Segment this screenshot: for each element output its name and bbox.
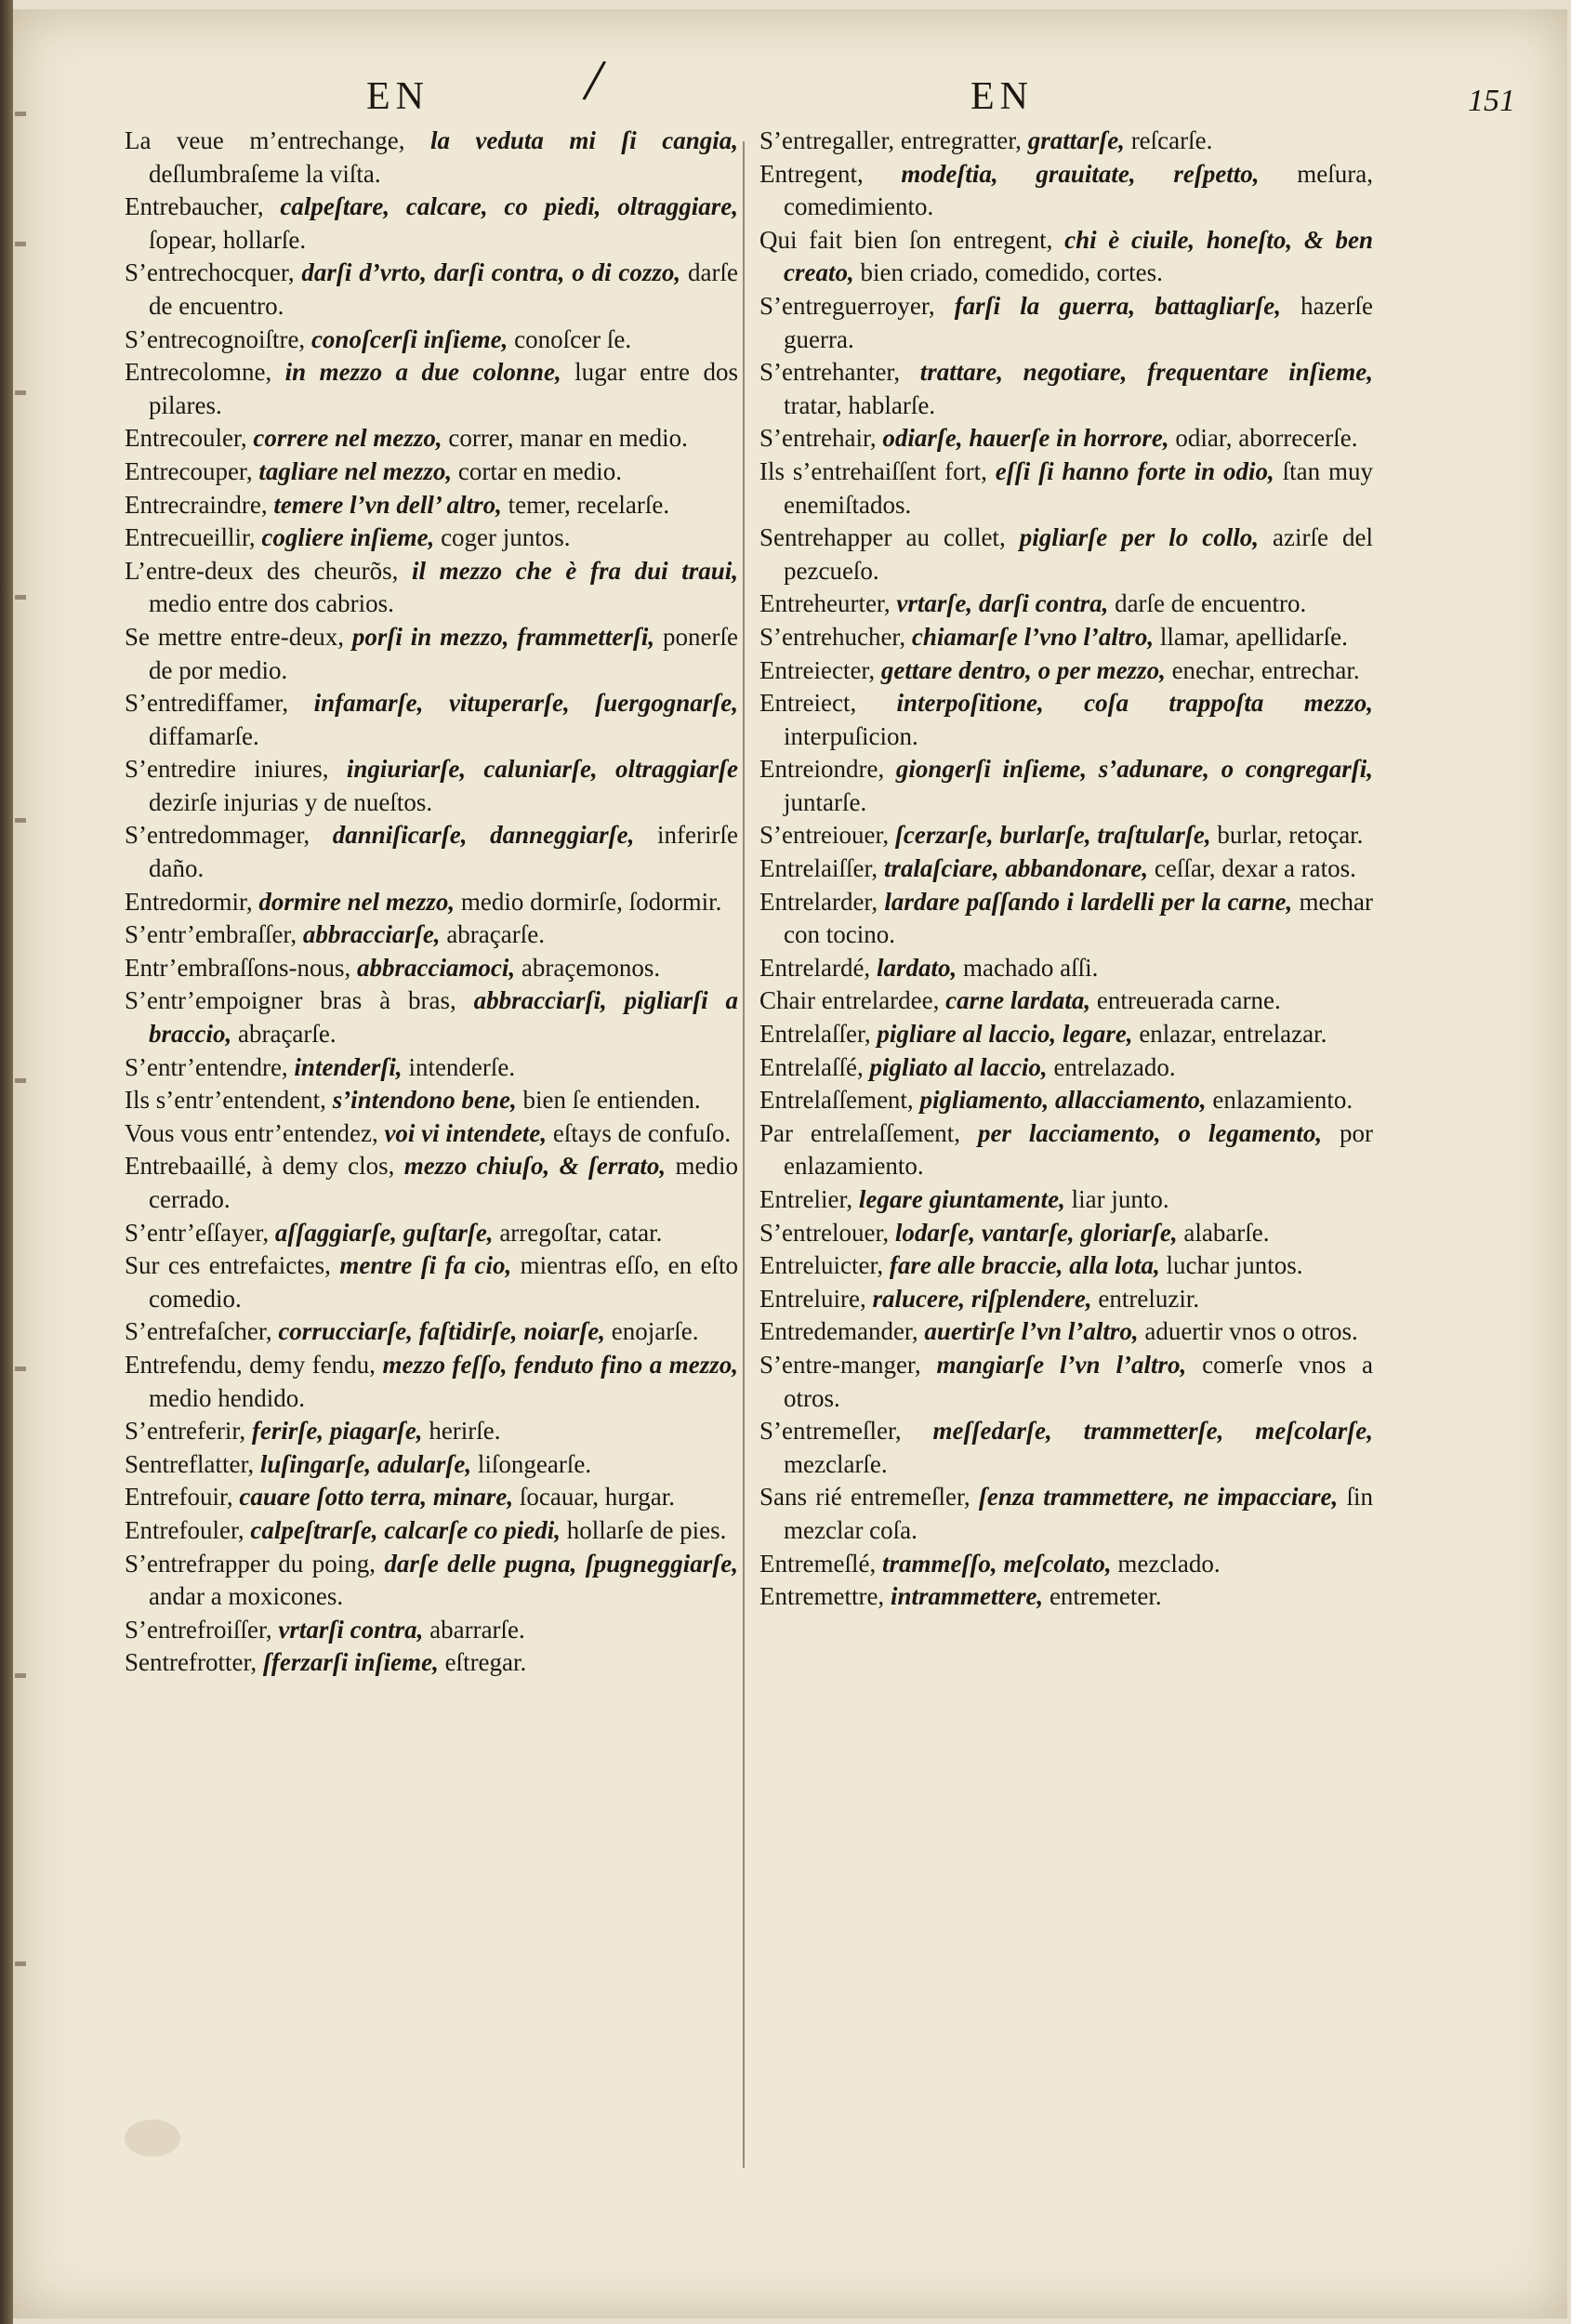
italian-translation: intenderſi, (294, 1052, 403, 1081)
french-headword: Entreiect, (759, 689, 897, 718)
french-headword: Entreheurter, (759, 589, 897, 618)
french-headword: S’entrechocquer, (125, 258, 302, 287)
french-headword: Entreiondre, (759, 755, 896, 784)
dictionary-entry (759, 1217, 1373, 1250)
spanish-translation: ſtan muy enemiſtados. (784, 456, 1373, 519)
dictionary-entry (759, 356, 1373, 422)
dictionary-entry (759, 1548, 1373, 1581)
dictionary-entry (759, 886, 1373, 952)
spanish-translation: arregoſtar, catar. (493, 1218, 663, 1247)
spanish-translation: diffamarſe. (149, 721, 259, 750)
dictionary-entry (125, 984, 738, 1050)
dictionary-entry (125, 356, 738, 422)
spanish-translation: darſe de encuentro. (149, 258, 738, 320)
spanish-translation: entrelazado. (1047, 1052, 1176, 1081)
dictionary-entry (759, 290, 1373, 356)
dictionary-entry (759, 125, 1373, 158)
dictionary-entry (759, 952, 1373, 985)
margin-marks (15, 112, 35, 2157)
dictionary-entry (125, 1448, 738, 1482)
left-column (125, 125, 738, 1680)
french-headword: Entremettre, (759, 1582, 891, 1611)
spanish-translation: entreluzir. (1091, 1284, 1200, 1313)
dictionary-entry (125, 621, 738, 687)
dictionary-entry (125, 257, 738, 323)
dictionary-entry (759, 1580, 1373, 1614)
spanish-translation: mechar con tocino. (784, 887, 1374, 949)
italian-translation: cauare ſotto terra, minare, (239, 1483, 514, 1512)
french-headword: Entrecraindre, (125, 490, 274, 519)
french-headword: Sentrefrotter, (125, 1648, 263, 1677)
italian-translation: ſenza trammettere, ne impacciare, (978, 1483, 1339, 1512)
french-headword: Sentrehapper au collet, (759, 523, 1020, 552)
dictionary-entry (759, 852, 1373, 886)
italian-translation: eſſi ſi hanno forte in odio, (995, 456, 1274, 485)
italian-translation: corrucciarſe, faſtidirſe, noiarſe, (278, 1317, 606, 1346)
dictionary-entry (759, 1183, 1373, 1217)
dictionary-entry (759, 422, 1373, 456)
dictionary-entry (125, 819, 738, 885)
dictionary-entry (759, 1481, 1373, 1547)
italian-translation: calpeſtrarſe, calcarſe co piedi, (250, 1515, 561, 1544)
french-headword: S’entreferir, (125, 1417, 252, 1446)
french-headword: Entrelarder, (759, 887, 885, 916)
dictionary-entry (125, 753, 738, 819)
spanish-translation: darſe de encuentro. (1108, 589, 1307, 618)
spanish-translation: bien ſe entienden. (516, 1086, 701, 1115)
spanish-translation: ſin mezclar coſa. (784, 1483, 1373, 1544)
french-headword: Entrelaſſer, (759, 1020, 878, 1049)
french-headword: S’entr’eſſayer, (125, 1218, 275, 1247)
italian-translation: cogliere inſieme, (261, 523, 435, 552)
italian-translation: modeſtia, grauitate, reſpetto, (901, 159, 1260, 188)
spanish-translation: hazerſe guerra. (784, 291, 1374, 353)
italian-translation: grattarſe, (1027, 126, 1125, 154)
french-headword: Sans rié entremeſler, (759, 1483, 979, 1512)
dictionary-entry (125, 522, 738, 555)
spanish-translation: ſocauar, hurgar. (513, 1483, 675, 1512)
french-headword: La veue m’entrechange, (125, 126, 430, 154)
dictionary-entry (759, 1349, 1373, 1415)
dictionary-entry (125, 324, 738, 357)
italian-translation: intrammettere, (890, 1582, 1044, 1611)
french-headword: Entrefouir, (125, 1483, 240, 1512)
spanish-translation: abraçarſe. (440, 920, 545, 949)
dictionary-entry (125, 1646, 738, 1680)
spanish-translation: cortar en medio. (452, 456, 623, 485)
spanish-translation: enlazar, entrelazar. (1132, 1020, 1327, 1049)
french-headword: Par entrelaſſement, (759, 1118, 978, 1147)
spanish-translation: liar junto. (1064, 1185, 1169, 1213)
french-headword: S’entrelouer, (759, 1218, 895, 1247)
italian-translation: lardare paſſando i lardelli per la carne, (884, 887, 1293, 916)
italian-translation: lardato, (876, 953, 957, 982)
french-headword: Entrelaiſſer, (759, 854, 884, 883)
spanish-translation: comerſe vnos a otros. (784, 1350, 1373, 1412)
spanish-translation: tratar, hablarſe. (784, 390, 936, 419)
french-headword: S’entremeſler, (759, 1417, 933, 1446)
dictionary-entry (759, 753, 1373, 819)
italian-translation: ingiuriarſe, caluniarſe, oltraggiarſe (346, 755, 738, 784)
french-headword: Entreluire, (759, 1284, 873, 1313)
italian-translation: in mezzo a due colonne, (284, 358, 561, 387)
french-headword: Entrecolomne, (125, 358, 285, 387)
french-headword: S’entr’embraſſer, (125, 920, 303, 949)
spanish-translation: liſongearſe. (471, 1449, 592, 1478)
french-headword: Ils s’entr’entendent, (125, 1086, 333, 1115)
italian-translation: pigliare al laccio, legare, (877, 1020, 1133, 1049)
dictionary-entry (125, 1349, 738, 1415)
french-headword: Entrecouler, (125, 424, 254, 453)
italian-translation: interpoſitione, coſa trappoſta mezzo, (896, 689, 1373, 718)
italian-translation: il mezzo che è fra dui traui, (412, 556, 738, 585)
dictionary-entry (759, 1315, 1373, 1349)
spanish-translation: conoſcer ſe. (508, 324, 632, 353)
dictionary-entry (125, 456, 738, 489)
spanish-translation: coger juntos. (434, 523, 571, 552)
spanish-translation: eſtregar. (438, 1648, 527, 1677)
italian-translation: conoſcerſi inſieme, (310, 324, 508, 353)
dictionary-entry (125, 886, 738, 919)
italian-translation: vrtarſe, darſi contra, (896, 589, 1109, 618)
dictionary-entry (759, 687, 1373, 753)
dictionary-page (13, 9, 1567, 2318)
spanish-translation: entremeter. (1043, 1582, 1162, 1611)
french-headword: Sentreflatter, (125, 1449, 260, 1478)
dictionary-entry (125, 489, 738, 522)
spanish-translation: eſtays de confuſo. (547, 1118, 732, 1147)
italian-translation: correre nel mezzo, (253, 424, 442, 453)
dictionary-entry (125, 1249, 738, 1315)
dictionary-entry (125, 1315, 738, 1349)
french-headword: S’entrecognoiſtre, (125, 324, 311, 353)
pen-mark: / (579, 45, 609, 116)
french-headword: Entregent, (759, 159, 902, 188)
italian-translation: odiarſe, hauerſe in horrore, (882, 424, 1169, 453)
spanish-translation: medio cerrado. (149, 1152, 738, 1213)
dictionary-entry (759, 456, 1373, 522)
spanish-translation: ponerſe de por medio. (149, 622, 738, 684)
italian-translation: trammeſſo, meſcolato, (881, 1549, 1112, 1578)
french-headword: S’entrehucher, (759, 622, 912, 651)
french-headword: Entreiecter, (759, 655, 881, 684)
french-headword: S’entreguerroyer, (759, 291, 955, 320)
italian-translation: s’intendono bene, (332, 1086, 517, 1115)
italian-translation: luſingarſe, adularſe, (259, 1449, 472, 1478)
spanish-translation: ſopear, hollarſe. (149, 225, 307, 254)
italian-translation: mentre ſi fa cio, (339, 1251, 512, 1280)
italian-translation: pigliamento, allacciamento, (919, 1086, 1207, 1115)
dictionary-entry (759, 1283, 1373, 1316)
spanish-translation: abraçarſe. (231, 1020, 337, 1049)
spanish-translation: aduertir vnos o otros. (1138, 1317, 1358, 1346)
dictionary-entry (759, 654, 1373, 688)
spanish-translation: medio entre dos cabrios. (149, 589, 394, 618)
french-headword: S’entrefroiſſer, (125, 1615, 279, 1644)
spanish-translation: enechar, entrechar. (1165, 655, 1360, 684)
dictionary-entry (125, 918, 738, 952)
spanish-translation: interpuſicion. (784, 721, 918, 750)
dictionary-entry (759, 158, 1373, 224)
italian-translation: infamarſe, vituperarſe, ſuergognarſe, (313, 689, 738, 718)
french-headword: Entrelaſſement, (759, 1086, 920, 1115)
dictionary-entry (759, 819, 1373, 852)
spanish-translation: abraçemonos. (515, 953, 661, 982)
italian-translation: auertirſe l’vn l’altro, (924, 1317, 1139, 1346)
dictionary-entry (759, 621, 1373, 654)
french-headword: Se mettre entre-deux, (125, 622, 352, 651)
spanish-translation: herirſe. (422, 1417, 501, 1446)
dictionary-entry (125, 1514, 738, 1548)
italian-translation: pigliato al laccio, (869, 1052, 1048, 1081)
french-headword: Entrebaaillé, à demy clos, (125, 1152, 404, 1181)
french-headword: Ils s’entrehaiſſent fort, (759, 456, 996, 485)
spanish-translation: hollarſe de pies. (560, 1515, 727, 1544)
french-headword: Vous vous entr’entendez, (125, 1118, 385, 1147)
italian-translation: danniſicarſe, danneggiarſe, (332, 821, 635, 850)
spanish-translation: machado aſſi. (957, 953, 1099, 982)
italian-translation: meſſedarſe, trammetterſe, meſcolarſe, (932, 1417, 1374, 1446)
spanish-translation: medio hendido. (149, 1383, 305, 1412)
dictionary-entry (759, 1051, 1373, 1085)
french-headword: Entreluicter, (759, 1251, 890, 1280)
dictionary-entry (759, 984, 1373, 1018)
dictionary-entry (759, 224, 1373, 290)
spanish-translation: juntarſe. (784, 787, 867, 816)
dictionary-entry (759, 1117, 1373, 1183)
italian-translation: dormire nel mezzo, (258, 887, 455, 916)
dictionary-entry (125, 1614, 738, 1647)
dictionary-entry (759, 522, 1373, 588)
dictionary-entry (125, 191, 738, 257)
spanish-translation: enojarſe. (605, 1317, 699, 1346)
spanish-translation: meſura, comedimiento. (784, 159, 1373, 221)
spanish-translation: ceſſar, dexar a ratos. (1148, 854, 1356, 883)
dictionary-entry (759, 1415, 1373, 1481)
italian-translation: voi vi intendete, (384, 1118, 548, 1147)
french-headword: S’entr’empoigner bras à bras, (125, 986, 474, 1015)
french-headword: Entrebaucher, (125, 192, 281, 221)
italian-translation: ſcerzarſe, burlarſe, traſtularſe, (894, 821, 1211, 850)
french-headword: Entrecouper, (125, 456, 259, 485)
french-headword: S’entrehair, (759, 424, 883, 453)
french-headword: S’entregaller, entregratter, (759, 126, 1028, 154)
dictionary-entry (125, 1084, 738, 1117)
spanish-translation: mezclarſe. (784, 1449, 888, 1478)
french-headword: Qui fait bien ſon entregent, (759, 225, 1065, 254)
italian-translation: tralaſciare, abbandonare, (883, 854, 1149, 883)
italian-translation: mangiarſe l’vn l’altro, (936, 1350, 1187, 1379)
dictionary-entry (125, 1051, 738, 1085)
italian-translation: tagliare nel mezzo, (258, 456, 453, 485)
dictionary-entry (759, 1249, 1373, 1283)
spanish-translation: correr, manar en medio. (442, 424, 688, 453)
spanish-translation: alabarſe. (1177, 1218, 1270, 1247)
italian-translation: abbracciarſi, pigliarſi a braccio, (149, 986, 739, 1049)
italian-translation: per lacciamento, o legamento, (977, 1118, 1323, 1147)
french-headword: S’entrefaſcher, (125, 1317, 279, 1346)
italian-translation: vrtarſi contra, (278, 1615, 424, 1644)
italian-translation: trattare, negotiare, frequentare inſieme, (919, 358, 1373, 387)
italian-translation: ralucere, riſplendere, (872, 1284, 1092, 1313)
italian-translation: giongerſi inſieme, s’adunare, o congregarſi, (895, 755, 1373, 784)
column-divider (743, 141, 745, 2168)
italian-translation: abbracciarſe, (302, 920, 441, 949)
spanish-translation: dezirſe injurias y de nueſtos. (149, 787, 433, 816)
spanish-translation: luchar juntos. (1159, 1251, 1303, 1280)
italian-translation: ſferzarſi inſieme, (262, 1648, 439, 1677)
french-headword: S’entrehanter, (759, 358, 920, 387)
french-headword: Entrefouler, (125, 1515, 251, 1544)
dictionary-entry (759, 1084, 1373, 1117)
spanish-translation: entreuerada carne. (1090, 986, 1281, 1015)
spanish-translation: abarrarſe. (423, 1615, 525, 1644)
italian-translation: mezzo feſſo, fenduto fino a mezzo, (382, 1350, 738, 1379)
dictionary-entry (125, 1415, 738, 1448)
spanish-translation: reſcarſe. (1124, 126, 1213, 154)
french-headword: Entrelaſſé, (759, 1052, 870, 1081)
running-header-left: EN (366, 75, 429, 118)
dictionary-entry (759, 1018, 1373, 1051)
italian-translation: chiamarſe l’vno l’altro, (911, 622, 1155, 651)
french-headword: S’entreiouer, (759, 821, 895, 850)
italian-translation: carne lardata, (945, 986, 1091, 1015)
italian-translation: fare alle braccie, alla lota, (889, 1251, 1160, 1280)
italian-translation: lodarſe, vantarſe, gloriarſe, (894, 1218, 1178, 1247)
right-column (759, 125, 1373, 1614)
french-headword: Entredormir, (125, 887, 259, 916)
dictionary-entry (125, 1150, 738, 1216)
spanish-translation: odiar, aborrecerſe. (1168, 424, 1358, 453)
italian-translation: legare giuntamente, (858, 1185, 1065, 1213)
french-headword: Entremeſlé, (759, 1549, 882, 1578)
dictionary-entry (759, 588, 1373, 621)
italian-translation: chi è ciuile, honeſto, & ben creato, (784, 225, 1373, 287)
page-number: 151 (1468, 84, 1515, 118)
dictionary-entry (125, 555, 738, 621)
spanish-translation: intenderſe. (402, 1052, 516, 1081)
spanish-translation: andar a moxicones. (149, 1582, 344, 1611)
spanish-translation: burlar, retoçar. (1210, 821, 1364, 850)
french-headword: L’entre-deux des cheurõs, (125, 556, 413, 585)
spanish-translation: azirſe del pezcueſo. (784, 523, 1373, 585)
french-headword: Entr’embraſſons-nous, (125, 953, 357, 982)
italian-translation: la veduta mi ſi cangia, (429, 126, 738, 154)
dictionary-entry (125, 1217, 738, 1250)
dictionary-entry (125, 125, 738, 191)
italian-translation: darſi d’vrto, darſi contra, o di cozzo, (301, 258, 681, 287)
french-headword: Sur ces entrefaictes, (125, 1251, 340, 1280)
spanish-translation: temer, recelarſe. (501, 490, 670, 519)
italian-translation: pigliarſe per lo collo, (1019, 523, 1260, 552)
french-headword: Entrecueillir, (125, 523, 262, 552)
dictionary-entry (125, 1481, 738, 1514)
italian-translation: aſſaggiarſe, guſtarſe, (274, 1218, 494, 1247)
spanish-translation: bien criado, comedido, cortes. (853, 258, 1163, 287)
italian-translation: abbracciamoci, (356, 953, 516, 982)
french-headword: S’entre-manger, (759, 1350, 937, 1379)
italian-translation: mezzo chiuſo, & ſerrato, (403, 1152, 667, 1181)
spanish-translation: inferirſe daño. (149, 821, 738, 883)
spanish-translation: por enlazamiento. (784, 1118, 1373, 1181)
italian-translation: temere l’vn dell’ altro, (273, 490, 502, 519)
spanish-translation: lugar entre dos pilares. (149, 358, 738, 419)
french-headword: Entredemander, (759, 1317, 925, 1346)
running-header-right: EN (970, 75, 1034, 118)
french-headword: Entrefendu, demy fendu, (125, 1350, 383, 1379)
italian-translation: gettare dentro, o per mezzo, (880, 655, 1166, 684)
spanish-translation: mezclado. (1111, 1549, 1221, 1578)
french-headword: S’entrefrapper du poing, (125, 1549, 385, 1578)
paper-stain (125, 2119, 180, 2157)
italian-translation: darſe delle pugna, ſpugneggiarſe, (384, 1549, 738, 1578)
spanish-translation: mientras eſſo, en eſto comedio. (149, 1251, 738, 1313)
dictionary-entry (125, 1117, 738, 1151)
french-headword: S’entredire iniures, (125, 755, 347, 784)
french-headword: S’entrediffamer, (125, 689, 314, 718)
dictionary-entry (125, 952, 738, 985)
italian-translation: porſi in mezzo, frammetterſi, (351, 622, 655, 651)
italian-translation: farſi la guerra, battagliarſe, (954, 291, 1281, 320)
dictionary-entry (125, 687, 738, 753)
french-headword: S’entredommager, (125, 821, 333, 850)
italian-translation: calpeſtare, calcare, co piedi, oltraggiare, (280, 192, 738, 221)
dictionary-entry (125, 422, 738, 456)
spanish-translation: medio dormirſe, ſodormir. (455, 887, 722, 916)
book-binding (0, 0, 13, 2324)
italian-translation: ferirſe, piagarſe, (251, 1417, 423, 1446)
spanish-translation: enlazamiento. (1206, 1086, 1353, 1115)
french-headword: S’entr’entendre, (125, 1052, 295, 1081)
spanish-translation: deſlumbraſeme la viſta. (149, 159, 381, 188)
spanish-translation: llamar, apellidarſe. (1154, 622, 1348, 651)
dictionary-entry (125, 1548, 738, 1614)
french-headword: Entrelier, (759, 1185, 859, 1213)
french-headword: Chair entrelardee, (759, 986, 946, 1015)
french-headword: Entrelardé, (759, 953, 877, 982)
